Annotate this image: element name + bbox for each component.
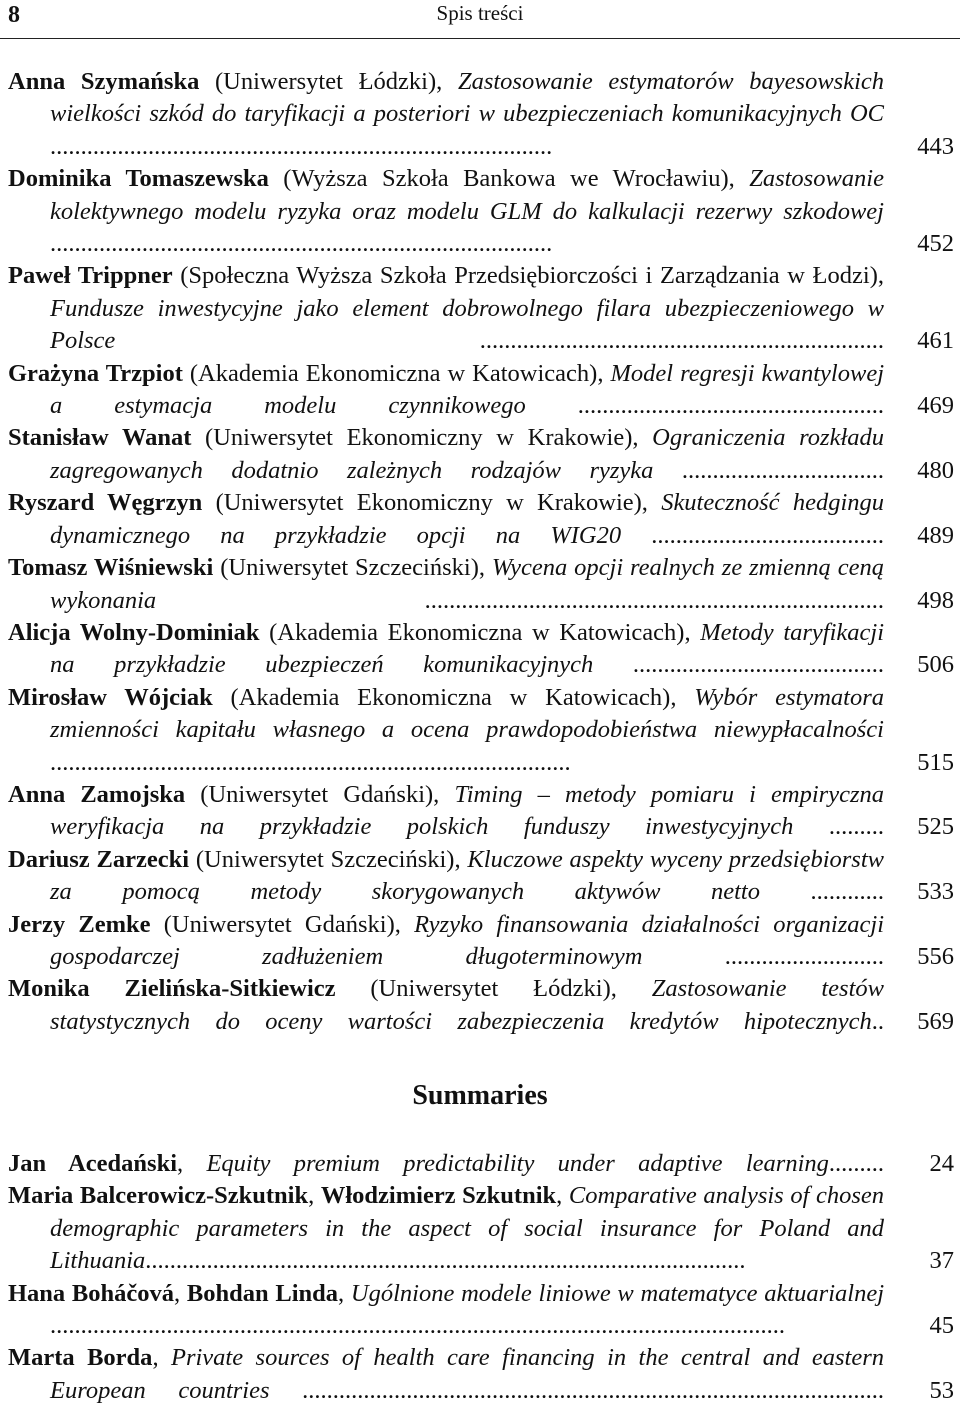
table-of-contents	[0, 66, 960, 1038]
entry-page-number: 461	[917, 327, 954, 355]
entry-page-number: 37	[929, 1247, 954, 1275]
entry-page-number: 53	[929, 1376, 954, 1404]
dot-leader: ............	[759, 878, 885, 906]
toc-entry[interactable]	[0, 552, 960, 617]
entry-title: Skuteczność hedgingu dynamicznego na przykładzie opcji na WIG20	[50, 489, 885, 549]
dot-leader: ..................................................................	[115, 327, 884, 355]
entry-author: Grażyna Trzpiot	[8, 359, 183, 387]
entry-title: Ograniczenia rozkładu zagregowanych dodatnio zależnych rodzajów ryzyka	[50, 424, 885, 484]
toc-entry[interactable]	[0, 1148, 960, 1180]
dot-leader: .....................................................................................	[50, 748, 571, 776]
entry-affiliation: (Uniwersytet Gdański),	[150, 910, 415, 938]
toc-entry-text	[8, 487, 884, 552]
page-header	[0, 0, 960, 40]
entry-author: Ryszard Węgrzyn	[8, 489, 203, 517]
entry-affiliation: (Akademia Ekonomiczna w Katowicach),	[182, 359, 611, 387]
dot-leader: ...........................................................................	[156, 586, 884, 614]
entry-title: Ryzyko finansowania działalności organizacji gospodarczej zadłużeniem długoterminowym	[50, 910, 885, 970]
entry-author: Jan Acedański	[8, 1150, 178, 1177]
running-head: Spis treści	[436, 1, 524, 25]
header-rule	[0, 38, 960, 39]
toc-entry-text	[8, 1278, 884, 1343]
entry-page-number: 525	[917, 813, 954, 841]
entry-page-number: 452	[917, 230, 954, 258]
toc-entry-text	[8, 973, 884, 1038]
entry-author: Marta Borda	[8, 1344, 153, 1372]
toc-entry[interactable]	[0, 973, 960, 1038]
entry-page-number: 533	[917, 878, 954, 906]
dot-leader: ..................................................................................................	[145, 1247, 746, 1275]
entry-affiliation: (Uniwersytet Ekonomiczny w Krakowie),	[202, 489, 662, 517]
entry-affiliation: (Uniwersytet Szczeciński),	[213, 554, 492, 582]
entry-author: Dominika Tomaszewska	[8, 165, 269, 193]
entry-title: Zastosowanie kolektywnego modelu ryzyka oraz modelu GLM do kalkulacji rezerwy szkodowej	[50, 165, 884, 225]
entry-affiliation: ,	[556, 1182, 569, 1210]
toc-entry[interactable]	[0, 163, 960, 260]
entry-affiliation: (Uniwersytet Szczeciński),	[189, 845, 468, 873]
dot-leader: .........	[828, 1150, 885, 1177]
entry-author: Mirosław Wójciak	[8, 683, 213, 711]
toc-entry[interactable]	[0, 1278, 960, 1343]
entry-author: Hana Boháčová	[8, 1279, 175, 1307]
toc-entry[interactable]	[0, 617, 960, 682]
dot-leader: ..................................................................................	[50, 230, 553, 258]
entry-author: Stanisław Wanat	[8, 424, 192, 452]
toc-entry-text	[8, 909, 884, 974]
entry-page-number: 506	[917, 651, 954, 679]
entry-affiliation: (Uniwersytet Łódzki),	[199, 68, 458, 95]
toc-entry-text	[8, 1342, 884, 1407]
entry-title: Model regresji kwantylowej a estymacja modelu czynnikowego	[50, 359, 885, 420]
toc-entry-text	[8, 617, 884, 682]
entry-author: Anna Szymańska	[8, 68, 200, 95]
toc-entry[interactable]	[0, 487, 960, 552]
dot-leader: ........................................................................................................................	[50, 1312, 785, 1340]
entry-affiliation: ,	[177, 1150, 207, 1177]
toc-entry-text	[8, 260, 891, 357]
entry-affiliation: (Uniwersytet Ekonomiczny w Krakowie),	[191, 424, 653, 452]
entry-page-number: 556	[917, 942, 954, 970]
entry-author: Anna Zamojska	[8, 780, 186, 808]
entry-affiliation: ,	[152, 1344, 171, 1372]
entry-author: Paweł Trippner	[8, 262, 173, 290]
summaries-heading: Summaries	[412, 1080, 548, 1111]
toc-entry[interactable]	[0, 844, 960, 909]
entry-author: Monika Zielińska-Sitkiewicz	[8, 975, 336, 1003]
toc-entry[interactable]	[0, 779, 960, 844]
entry-page-number: 489	[917, 521, 954, 549]
entry-author-2: Włodzimierz Szkutnik	[320, 1182, 557, 1210]
toc-entry[interactable]	[0, 1342, 960, 1407]
entry-affiliation: (Uniwersytet Gdański),	[185, 780, 455, 808]
toc-entry-text	[8, 682, 884, 779]
author-separator: ,	[174, 1279, 187, 1307]
toc-entry[interactable]	[0, 1180, 960, 1277]
entry-title: Zastosowanie testów statystycznych do oceny wartości zabezpieczenia kredytów hipotecznych	[50, 975, 884, 1035]
toc-entry-text	[8, 552, 884, 617]
toc-entry[interactable]	[0, 66, 960, 163]
entry-affiliation: ,	[338, 1279, 351, 1307]
entry-title: Comparative analysis of chosen demographic parameters in the aspect of social insurance for Poland and Lithuania	[50, 1182, 885, 1275]
entry-author: Dariusz Zarzecki	[8, 845, 190, 873]
entry-page-number: 24	[929, 1150, 954, 1177]
toc-entry-text	[8, 779, 884, 844]
entry-title: Metody taryfikacji na przykładzie ubezpieczeń komunikacyjnych	[50, 618, 885, 679]
entry-author: Jerzy Zemke	[8, 910, 151, 938]
toc-entry[interactable]	[0, 682, 960, 779]
toc-entry-text	[8, 163, 884, 260]
entry-title: Wybór estymatora zmienności kapitału własnego a ocena prawdopodobieństwa niewypłacalności	[50, 683, 885, 744]
toc-entry-text	[8, 358, 884, 423]
entry-affiliation: (Akademia Ekonomiczna w Katowicach),	[212, 683, 695, 711]
toc-entry-text	[8, 422, 884, 487]
dot-leader: ..................................................	[525, 392, 884, 420]
entry-author: Tomasz Wiśniewski	[8, 554, 214, 582]
entry-page-number: 569	[917, 1007, 954, 1035]
author-separator: ,	[308, 1182, 321, 1210]
entry-page-number: 469	[917, 392, 954, 420]
entry-page-number: 480	[917, 456, 954, 484]
entry-title: Timing – metody pomiaru i empiryczna weryfikacja na przykładzie polskich funduszy inwestycyjnych	[50, 780, 884, 841]
toc-entry-text	[8, 844, 884, 909]
entry-page-number: 45	[929, 1312, 954, 1340]
entry-affiliation: (Akademia Ekonomiczna w Katowicach),	[259, 618, 701, 646]
entry-affiliation: (Uniwersytet Łódzki),	[335, 975, 652, 1003]
entry-author: Maria Balcerowicz-Szkutnik	[8, 1182, 309, 1210]
dot-leader: ..	[871, 1007, 884, 1035]
dot-leader: ..........................	[642, 942, 884, 970]
entry-author-2: Bohdan Linda	[186, 1279, 339, 1307]
dot-leader: .........................................	[593, 651, 885, 679]
toc-entry[interactable]	[0, 422, 960, 487]
entry-title: Zastosowanie estymatorów bayesowskich wielkości szkód do taryfikacji a posteriori w ubezpieczeniach komunikacyjnych OC	[50, 68, 885, 128]
entry-author: Alicja Wolny-Dominiak	[8, 618, 260, 646]
page-number: 8	[8, 2, 20, 28]
entry-title: Equity premium predictability under adaptive learning	[206, 1150, 829, 1177]
entry-title: Wycena opcji realnych ze zmienną ceną wykonania	[50, 554, 884, 614]
entry-title: Kluczowe aspekty wyceny przedsiębiorstw za pomocą metody skorygowanych aktywów netto	[50, 845, 884, 906]
toc-entry-text	[8, 1180, 884, 1277]
dot-leader: .........	[793, 813, 884, 841]
toc-entry-text	[8, 1148, 884, 1180]
entry-affiliation: (Społeczna Wyższa Szkoła Przedsiębiorczości i Zarządzania w Łodzi),	[172, 262, 891, 290]
dot-leader: ...............................................................................................	[269, 1376, 884, 1404]
toc-entry-text	[8, 66, 884, 163]
dot-leader: ..................................................................................	[50, 132, 553, 160]
entry-page-number: 515	[917, 748, 954, 776]
toc-entry[interactable]	[0, 358, 960, 423]
entry-title: Private sources of health care financing in the central and eastern European countries	[50, 1344, 885, 1404]
entry-title: Fundusze inwestycyjne jako element dobrowolnego filara ubezpieczeniowego w Polsce	[50, 294, 884, 355]
entry-page-number: 443	[917, 132, 954, 160]
entry-affiliation: (Wyższa Szkoła Bankowa we Wrocławiu),	[268, 165, 750, 193]
toc-entry[interactable]	[0, 909, 960, 974]
dot-leader: .................................	[653, 456, 884, 484]
toc-entry[interactable]	[0, 260, 960, 357]
summaries-list	[0, 1148, 960, 1407]
entry-page-number: 498	[917, 586, 954, 614]
dot-leader: ......................................	[621, 521, 884, 549]
entry-title: Ugólnione modele liniowe w matematyce aktuarialnej	[350, 1279, 885, 1307]
